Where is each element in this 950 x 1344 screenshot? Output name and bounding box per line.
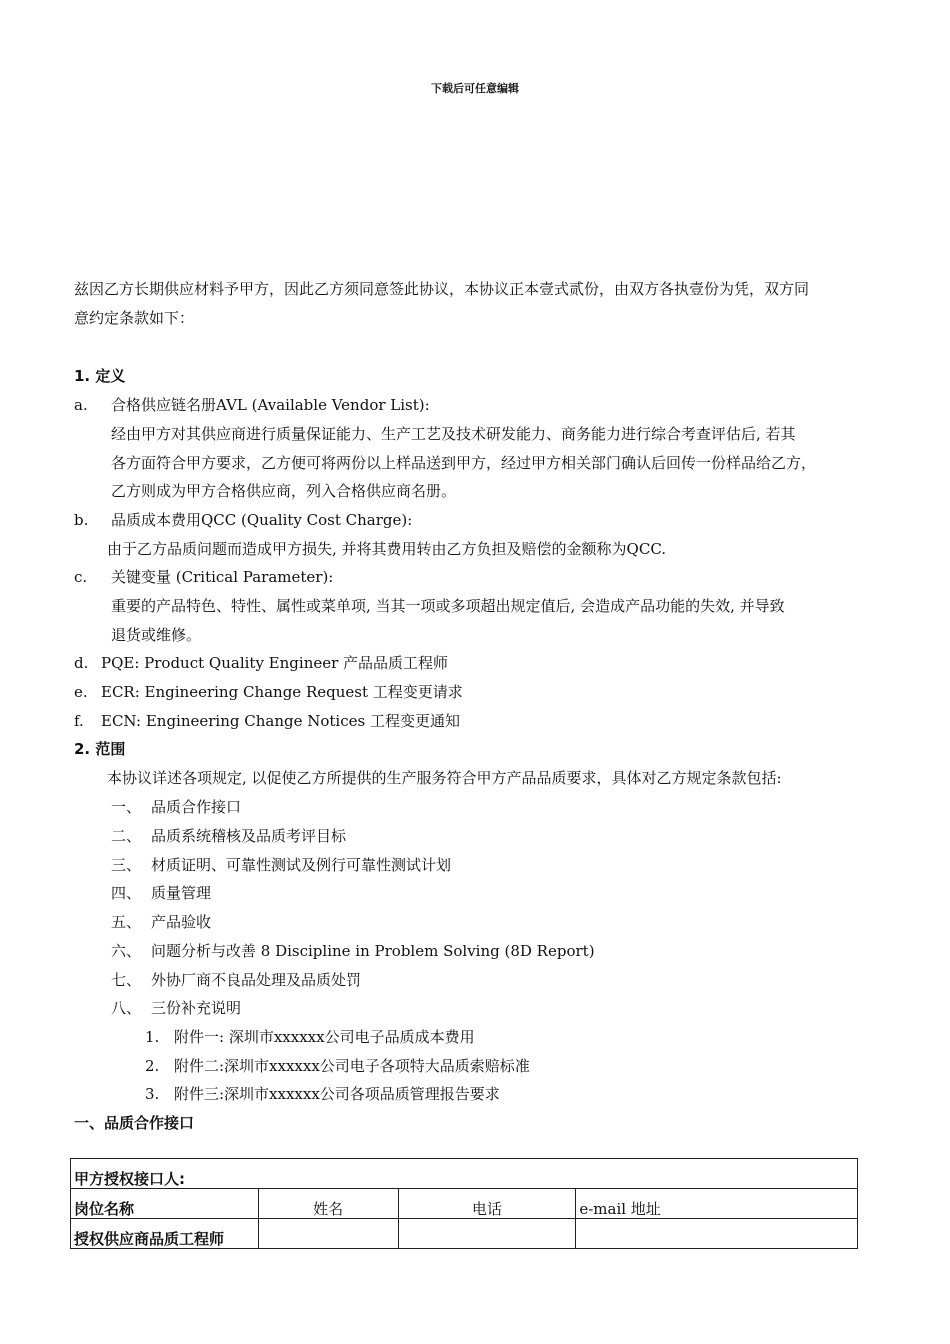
def-c-line-1: 重要的产品特色、特性、属性或菜单项, 当其一项或多项超出规定值后, 会造成产品功能的失效, 并导致 <box>111 597 785 615</box>
scope-item-text: 材质证明、可靠性测试及例行可靠性测试计划 <box>151 856 452 874</box>
def-c-heading: 关键变量 (Critical Parameter): <box>111 568 334 586</box>
def-d-label: d. <box>74 654 89 672</box>
attachment-text: 附件二:深圳市xxxxxx公司电子各项特大品质索赔标准 <box>174 1057 530 1075</box>
header-phone: 电话 <box>398 1189 576 1219</box>
attachment-num: 3. <box>145 1085 160 1103</box>
def-b-label: b. <box>74 511 89 529</box>
def-a-line-2: 各方面符合甲方要求，乙方便可将两份以上样品送到甲方，经过甲方相关部门确认后回传一份样品给乙方， <box>111 454 817 472</box>
scope-item-num: 六、 <box>111 942 142 960</box>
attachment-text: 附件一: 深圳市xxxxxx公司电子品质成本费用 <box>174 1028 475 1046</box>
scope-item-num: 四、 <box>111 884 142 902</box>
def-c-line-2: 退货或维修。 <box>111 626 202 644</box>
scope-item-num: 一、 <box>111 798 142 816</box>
cell-email <box>576 1219 858 1249</box>
def-a-line-3: 乙方则成为甲方合格供应商，列入合格供应商名册。 <box>111 482 457 500</box>
scope-item-text: 质量管理 <box>151 884 212 902</box>
section-1-title: 1. 定义 <box>74 367 126 385</box>
scope-item-text: 问题分析与改善 8 Discipline in Problem Solving (8D Report) <box>151 942 595 960</box>
scope-item-text: 品质系统稽核及品质考评目标 <box>151 827 347 845</box>
cell-position: 授权供应商品质工程师 <box>71 1219 259 1249</box>
scope-item-text: 品质合作接口 <box>151 798 242 816</box>
def-a-line-1: 经由甲方对其供应商进行质量保证能力、生产工艺及技术研发能力、商务能力进行综合考查评估后, 若其 <box>111 425 796 443</box>
def-b-heading: 品质成本费用QCC (Quality Cost Charge): <box>111 511 413 529</box>
intro-line-2: 意约定条款如下： <box>74 309 195 327</box>
scope-item-num: 七、 <box>111 971 142 989</box>
table-row <box>71 1219 858 1249</box>
scope-item-text: 产品验收 <box>151 913 212 931</box>
scope-item-num: 三、 <box>111 856 142 874</box>
scope-item-num: 五、 <box>111 913 142 931</box>
scope-item-num: 八、 <box>111 999 142 1017</box>
def-f-label: f. <box>74 712 84 730</box>
table-header-row <box>71 1189 858 1219</box>
header-position: 岗位名称 <box>71 1189 259 1219</box>
table-title: 甲方授权接口人: <box>71 1159 858 1189</box>
table-title-row <box>71 1159 858 1189</box>
section-one-title: 一、品质合作接口 <box>74 1114 195 1132</box>
def-e-text: ECR: Engineering Change Request 工程变更请求 <box>101 683 463 701</box>
attachment-text: 附件三:深圳市xxxxxx公司各项品质管理报告要求 <box>174 1085 500 1103</box>
def-c-label: c. <box>74 568 88 586</box>
attachment-num: 1. <box>145 1028 160 1046</box>
def-e-label: e. <box>74 683 88 701</box>
contact-table <box>70 1158 858 1249</box>
scope-item-num: 二、 <box>111 827 142 845</box>
intro-line-1: 兹因乙方长期供应材料予甲方，因此乙方须同意签此协议，本协议正本壹式贰份，由双方各执壹份为凭，双方同 <box>74 280 810 298</box>
def-a-label: a. <box>74 396 88 414</box>
section-2-intro: 本协议详述各项规定, 以促使乙方所提供的生产服务符合甲方产品品质要求，具体对乙方规定条款包括: <box>107 769 782 787</box>
header-email: e-mail 地址 <box>576 1189 858 1219</box>
cell-phone <box>398 1219 576 1249</box>
def-d-text: PQE: Product Quality Engineer 产品品质工程师 <box>101 654 449 672</box>
def-a-heading: 合格供应链名册AVL (Available Vendor List): <box>111 396 430 414</box>
scope-item-text: 外协厂商不良品处理及品质处罚 <box>151 971 362 989</box>
def-f-text: ECN: Engineering Change Notices 工程变更通知 <box>101 712 460 730</box>
scope-item-text: 三份补充说明 <box>151 999 242 1017</box>
section-2-title: 2. 范围 <box>74 740 126 758</box>
attachment-num: 2. <box>145 1057 160 1075</box>
header-name: 姓名 <box>258 1189 398 1219</box>
page-header: 下载后可任意编辑 <box>431 82 519 95</box>
cell-name <box>258 1219 398 1249</box>
def-b-line-1: 由于乙方品质问题而造成甲方损失, 并将其费用转由乙方负担及赔偿的金额称为QCC. <box>107 540 667 558</box>
